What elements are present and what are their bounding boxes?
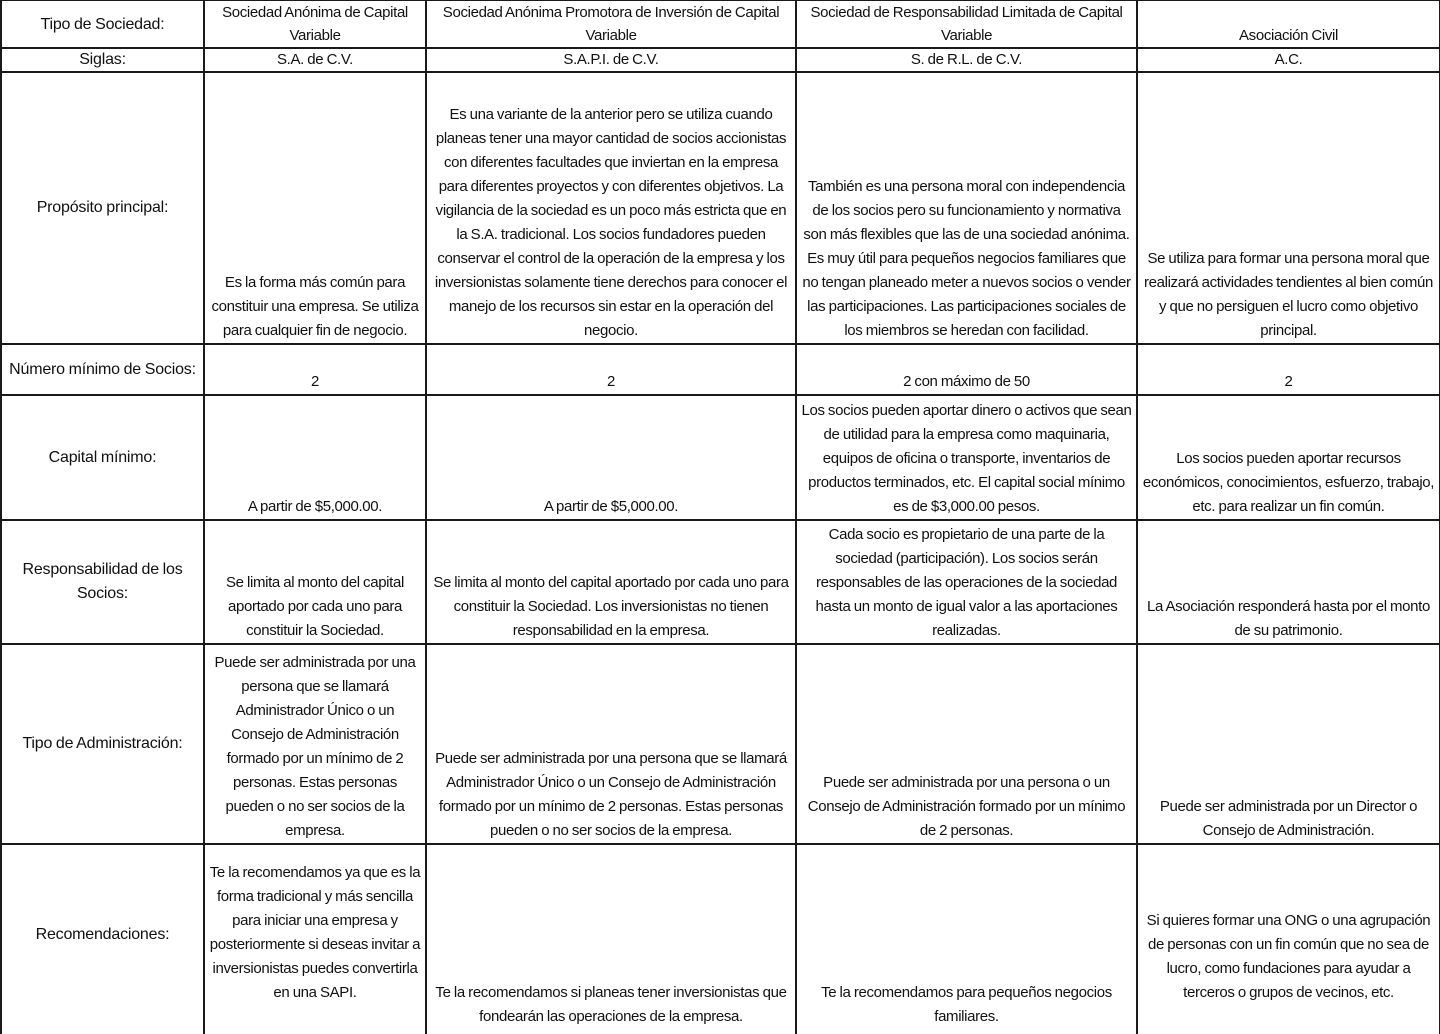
cell-capital-sapi-cv: A partir de $5,000.00.: [426, 395, 796, 520]
cell-tipo-sapi-cv: Sociedad Anónima Promotora de Inversión de Capital Variable: [426, 0, 796, 48]
cell-responsabilidad-sa-cv: Se limita al monto del capital aportado por cada uno para constituir la Sociedad.: [204, 520, 426, 644]
cell-recomendaciones-sa-cv: Te la recomendamos ya que es la forma tradicional y más sencilla para iniciar una empresa y posteriormente si deseas invitar a inversionistas puedes convertirla en una SAPI.: [204, 844, 426, 1034]
cell-administracion-ac: Puede ser administrada por un Director o Consejo de Administración.: [1137, 644, 1440, 844]
cell-tipo-sa-cv: Sociedad Anónima de Capital Variable: [204, 0, 426, 48]
cell-numero-srl-cv: 2 con máximo de 50: [796, 344, 1137, 395]
cell-proposito-sa-cv: Es la forma más común para constituir una empresa. Se utiliza para cualquier fin de negocio.: [204, 72, 426, 344]
cell-proposito-sapi-cv: Es una variante de la anterior pero se utiliza cuando planeas tener una mayor cantidad de socios accionistas con diferentes facultades que inviertan en la empresa para diferentes proyectos y con diferentes objetivos. La vigilancia de la sociedad es un poco más estricta que en la S.A. tradicional. Los socios fundadores pueden conservar el control de la operación de la empresa y los inversionistas solamente tiene derechos para conocer el manejo de los recursos sin estar en la operación del negocio.: [426, 72, 796, 344]
cell-numero-ac: 2: [1137, 344, 1440, 395]
row-label-responsabilidad: Responsabilidad de los Socios:: [1, 520, 204, 644]
cell-tipo-ac: Asociación Civil: [1137, 0, 1440, 48]
row-siglas: [1, 48, 1440, 72]
row-label-capital: Capital mínimo:: [1, 395, 204, 520]
cell-capital-ac: Los socios pueden aportar recursos económicos, conocimientos, esfuerzo, trabajo, etc. para realizar un fin común.: [1137, 395, 1440, 520]
row-capital-minimo: [1, 395, 1440, 520]
cell-siglas-sa-cv: S.A. de C.V.: [204, 48, 426, 72]
cell-recomendaciones-srl-cv: Te la recomendamos para pequeños negocios familiares.: [796, 844, 1137, 1034]
cell-numero-sa-cv: 2: [204, 344, 426, 395]
row-label-tipo: Tipo de Sociedad:: [1, 0, 204, 48]
row-recomendaciones: [1, 844, 1440, 1034]
cell-responsabilidad-sapi-cv: Se limita al monto del capital aportado por cada uno para constituir la Sociedad. Los inversionistas no tienen responsabilidad en la empresa.: [426, 520, 796, 644]
row-proposito-principal: [1, 72, 1440, 344]
cell-responsabilidad-ac: La Asociación responderá hasta por el monto de su patrimonio.: [1137, 520, 1440, 644]
row-label-siglas: Siglas:: [1, 48, 204, 72]
cell-siglas-sapi-cv: S.A.P.I. de C.V.: [426, 48, 796, 72]
cell-proposito-ac: Se utiliza para formar una persona moral que realizará actividades tendientes al bien común y que no persiguen el lucro como objetivo principal.: [1137, 72, 1440, 344]
row-label-numero: Número mínimo de Socios:: [1, 344, 204, 395]
cell-administracion-sapi-cv: Puede ser administrada por una persona que se llamará Administrador Único o un Consejo de Administración formado por un mínimo de 2 personas. Estas personas pueden o no ser socios de la empresa.: [426, 644, 796, 844]
row-label-administracion: Tipo de Administración:: [1, 644, 204, 844]
cell-proposito-srl-cv: También es una persona moral con independencia de los socios pero su funcionamiento y normativa son más flexibles que las de una sociedad anónima. Es muy útil para pequeños negocios familiares que no tengan planeado meter a nuevos socios o vender las participaciones. Las participaciones sociales de los miembros se heredan con facilidad.: [796, 72, 1137, 344]
cell-numero-sapi-cv: 2: [426, 344, 796, 395]
cell-administracion-sa-cv: Puede ser administrada por una persona que se llamará Administrador Único o un Consejo de Administración formado por un mínimo de 2 personas. Estas personas pueden o no ser socios de la empresa.: [204, 644, 426, 844]
row-label-recomendaciones: Recomendaciones:: [1, 844, 204, 1034]
cell-capital-sa-cv: A partir de $5,000.00.: [204, 395, 426, 520]
row-tipo-de-sociedad: [1, 0, 1440, 48]
cell-recomendaciones-sapi-cv: Te la recomendamos si planeas tener inversionistas que fondearán las operaciones de la empresa.: [426, 844, 796, 1034]
cell-tipo-srl-cv: Sociedad de Responsabilidad Limitada de Capital Variable: [796, 0, 1137, 48]
cell-siglas-ac: A.C.: [1137, 48, 1440, 72]
row-numero-minimo-socios: [1, 344, 1440, 395]
row-responsabilidad-socios: [1, 520, 1440, 644]
cell-capital-srl-cv: Los socios pueden aportar dinero o activos que sean de utilidad para la empresa como maquinaria, equipos de oficina o transporte, inventarios de productos terminados, etc. El capital social mínimo es de $3,000.00 pesos.: [796, 395, 1137, 520]
row-tipo-administracion: [1, 644, 1440, 844]
cell-siglas-srl-cv: S. de R.L. de C.V.: [796, 48, 1137, 72]
cell-recomendaciones-ac: Si quieres formar una ONG o una agrupación de personas con un fin común que no sea de lucro, como fundaciones para ayudar a terceros o grupos de vecinos, etc.: [1137, 844, 1440, 1034]
cell-administracion-srl-cv: Puede ser administrada por una persona o un Consejo de Administración formado por un mínimo de 2 personas.: [796, 644, 1137, 844]
cell-responsabilidad-srl-cv: Cada socio es propietario de una parte de la sociedad (participación). Los socios serán responsables de las operaciones de la sociedad hasta un monto de igual valor a las aportaciones realizadas.: [796, 520, 1137, 644]
row-label-proposito: Propósito principal:: [1, 72, 204, 344]
